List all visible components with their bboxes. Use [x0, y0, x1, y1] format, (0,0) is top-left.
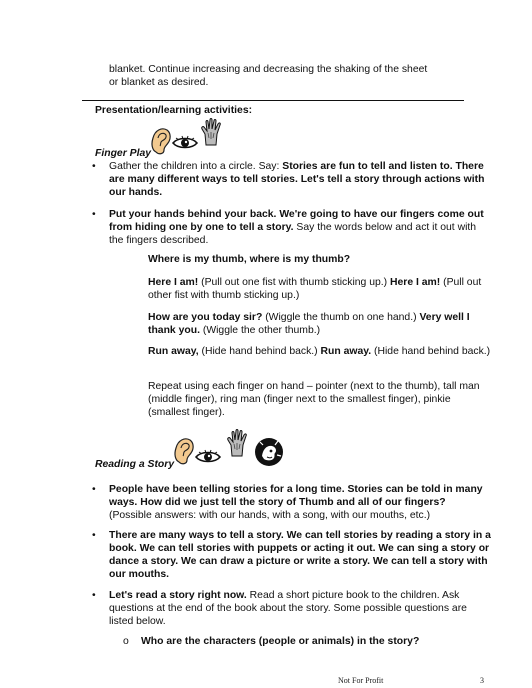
- finger-play-bullet-2: [109, 208, 491, 247]
- verse-repeat: Repeat using each finger on hand – pointer (next to the thumb), tall man (middle finger), ring man (finger next to the smallest finger), pinkie (smallest finger).: [148, 381, 480, 418]
- bullet-marker: •: [92, 530, 96, 541]
- eye-icon: [172, 135, 198, 151]
- verse-s3-a: Run away,: [148, 346, 199, 357]
- verse-s3-b: (Hide hand behind back.): [198, 346, 321, 357]
- bullet-marker: •: [92, 209, 96, 220]
- rs-bullet-3-bold: Let's read a story right now.: [109, 590, 247, 601]
- verse-s2-d: (Wiggle the other thumb.): [199, 325, 321, 336]
- section-heading: Presentation/learning activities:: [95, 105, 253, 116]
- ear-icon: [173, 436, 195, 466]
- reading-story-bullet-3: [109, 589, 491, 628]
- intro-line-2: or blanket as desired.: [109, 77, 209, 88]
- verse-s1-c: Here I am!: [390, 277, 441, 288]
- bullet-marker: •: [92, 484, 96, 495]
- rs-bullet-3-normal: Read a short picture book to the children. Ask questions at the end of the book about the story. Some possible questions are listed below.: [109, 590, 467, 627]
- question-1: Who are the characters (people or animals) in the story?: [141, 636, 420, 647]
- verse-question: Where is my thumb, where is my thumb?: [148, 254, 351, 265]
- rs-bullet-1-bold: People have been telling stories for a long time. Stories can be told in many ways. How did we just tell the story of Thumb and all of our fingers?: [109, 484, 483, 508]
- hand-icon: [227, 429, 251, 457]
- bullet-1-bold: Stories are fun to tell and listen to. There are many different ways to tell stories. Let's tell a story through actions with our hands.: [109, 161, 485, 198]
- bullet-1-lead: Gather the children into a circle. Say:: [109, 161, 283, 172]
- eye-icon: [195, 449, 221, 465]
- divider-rule: [82, 100, 464, 101]
- verse-s2-a: How are you today sir?: [148, 312, 263, 323]
- verse-s1-b: (Pull out one fist with thumb sticking up.): [198, 277, 390, 288]
- footer-note: Not For Profit: [338, 676, 384, 685]
- intro-line-1: blanket. Continue increasing and decreasing the shaking of the sheet: [109, 64, 428, 75]
- verse-stanza-2: [148, 311, 493, 337]
- verse-stanza-3: [148, 345, 493, 358]
- finger-play-heading: Finger Play: [95, 148, 152, 159]
- reading-story-bullet-2: There are many ways to tell a story. We can tell stories by reading a story in a book. We can tell stories with puppets or acting it out. We can sing a story or dance a story. We can draw a picture or write a story. We can tell a story with our mouths.: [109, 530, 491, 580]
- verse-stanza-1: [148, 276, 493, 302]
- sub-bullet-marker: o: [123, 636, 129, 647]
- bullet-2-normal: Say the words below and act it out with the fingers described.: [109, 222, 477, 246]
- bullet-2-bold: Put your hands behind your back. We're going to have our fingers come out from hiding one by one to tell a story.: [109, 209, 484, 233]
- head-icon: [254, 436, 284, 468]
- page-number: 3: [480, 676, 484, 685]
- reading-story-heading: Reading a Story: [95, 459, 175, 470]
- verse-s1-d: (Pull out other fist with thumb sticking up.): [148, 277, 482, 301]
- finger-play-bullet-1: [109, 160, 491, 199]
- verse-s2-b: (Wiggle the thumb on one hand.): [262, 312, 420, 323]
- verse-s3-c: Run away.: [320, 346, 372, 357]
- hand-icon: [201, 118, 225, 146]
- verse-s3-d: (Hide hand behind back.): [371, 346, 491, 357]
- bullet-marker: •: [92, 590, 96, 601]
- bullet-marker: •: [92, 161, 96, 172]
- verse-s1-a: Here I am!: [148, 277, 199, 288]
- reading-story-bullet-1: [109, 483, 491, 522]
- ear-icon: [150, 126, 172, 156]
- verse-s2-c: Very well I thank you.: [148, 312, 470, 336]
- rs-bullet-1-normal: (Possible answers: with our hands, with a song, with our mouths, etc.): [109, 510, 431, 521]
